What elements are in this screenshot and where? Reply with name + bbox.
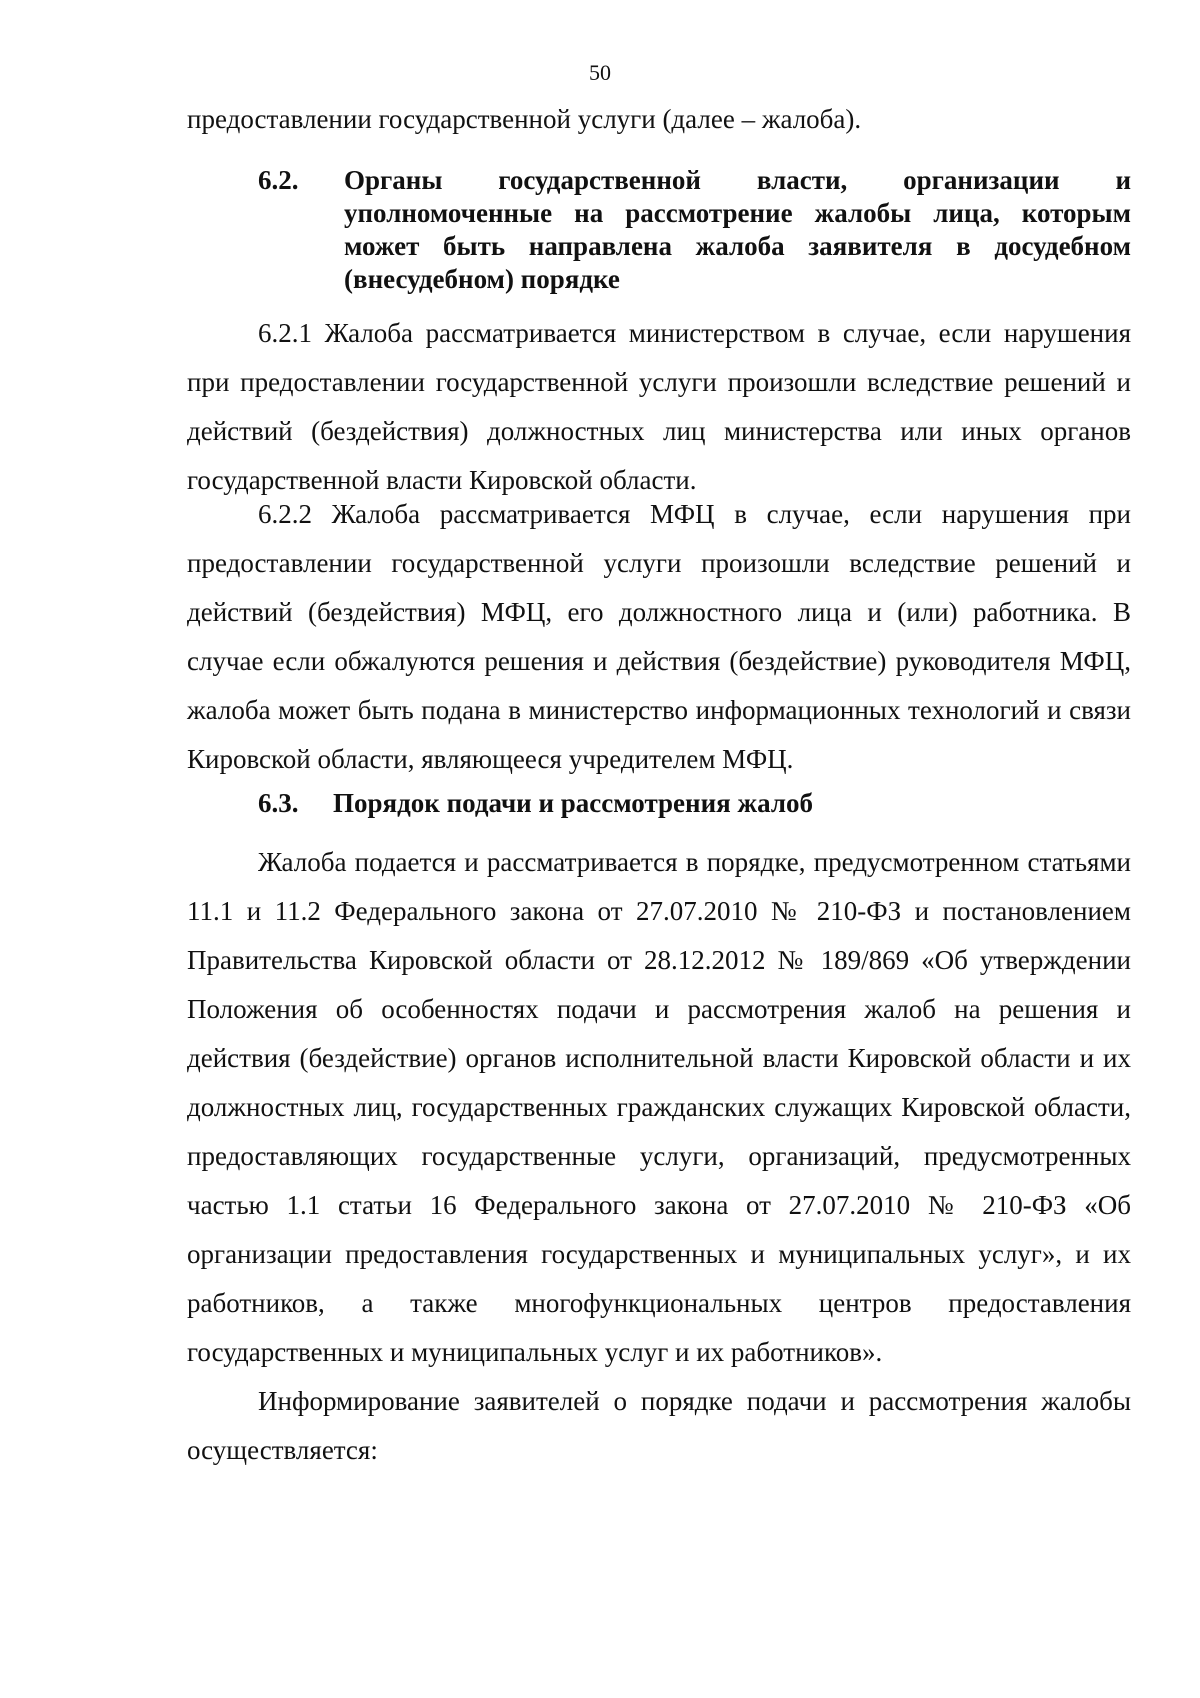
paragraph-6-2-1: 6.2.1 Жалоба рассматривается министерством в случае, если нарушения при предоставлении государственной услуги произошли вследствие решений и действий (бездействия) должностных лиц министерства или иных органов государственной власти Кировской области. (187, 318, 1131, 495)
section-6-2-number: 6.2. (258, 165, 299, 195)
section-6-3-heading (187, 787, 1131, 820)
intro-fragment: предоставлении государственной услуги (далее – жалоба). (187, 104, 862, 134)
paragraph-complaint-procedure: Жалоба подается и рассматривается в порядке, предусмотренном статьями 11.1 и 11.2 Федерального закона от 27.07.2010 № 210-ФЗ и постановлением Правительства Кировской области от 28.12.2012 № 189/869 «Об утверждении Положения об особенностях подачи и рассмотрения жалоб на решения и действия (бездействие) органов исполнительной власти Кировской области и их должностных лиц, государственных гражданских служащих Кировской области, предоставляющих государственные услуги, организаций, предусмотренных частью 1.1 статьи 16 Федерального закона от 27.07.2010 № 210-ФЗ «Об организации предоставления государственных и муниципальных услуг», и их работников, а также многофункциональных центров предоставления государственных и муниципальных услуг и их работников». (187, 847, 1131, 1367)
paragraph-informing: Информирование заявителей о порядке подачи и рассмотрения жалобы осуществляется: (187, 1386, 1131, 1465)
section-6-3-number: 6.3. (258, 788, 299, 818)
page-number: 50 (589, 60, 611, 85)
paragraph-6-2-2: 6.2.2 Жалоба рассматривается МФЦ в случае, если нарушения при предоставлении государственной услуги произошли вследствие решений и действий (бездействия) МФЦ, его должностного лица и (или) работника. В случае если обжалуются решения и действия (бездействие) руководителя МФЦ, жалоба может быть подана в министерство информационных технологий и связи Кировской области, являющееся учредителем МФЦ. (187, 499, 1131, 774)
section-6-2-title: Органы государственной власти, организации и уполномоченные на рассмотрение жалобы лица, которым может быть направлена жалоба заявителя в досудебном (внесудебном) порядке (344, 165, 1131, 294)
section-6-3-title: Порядок подачи и рассмотрения жалоб (333, 788, 813, 818)
section-6-2-heading (187, 164, 1131, 296)
